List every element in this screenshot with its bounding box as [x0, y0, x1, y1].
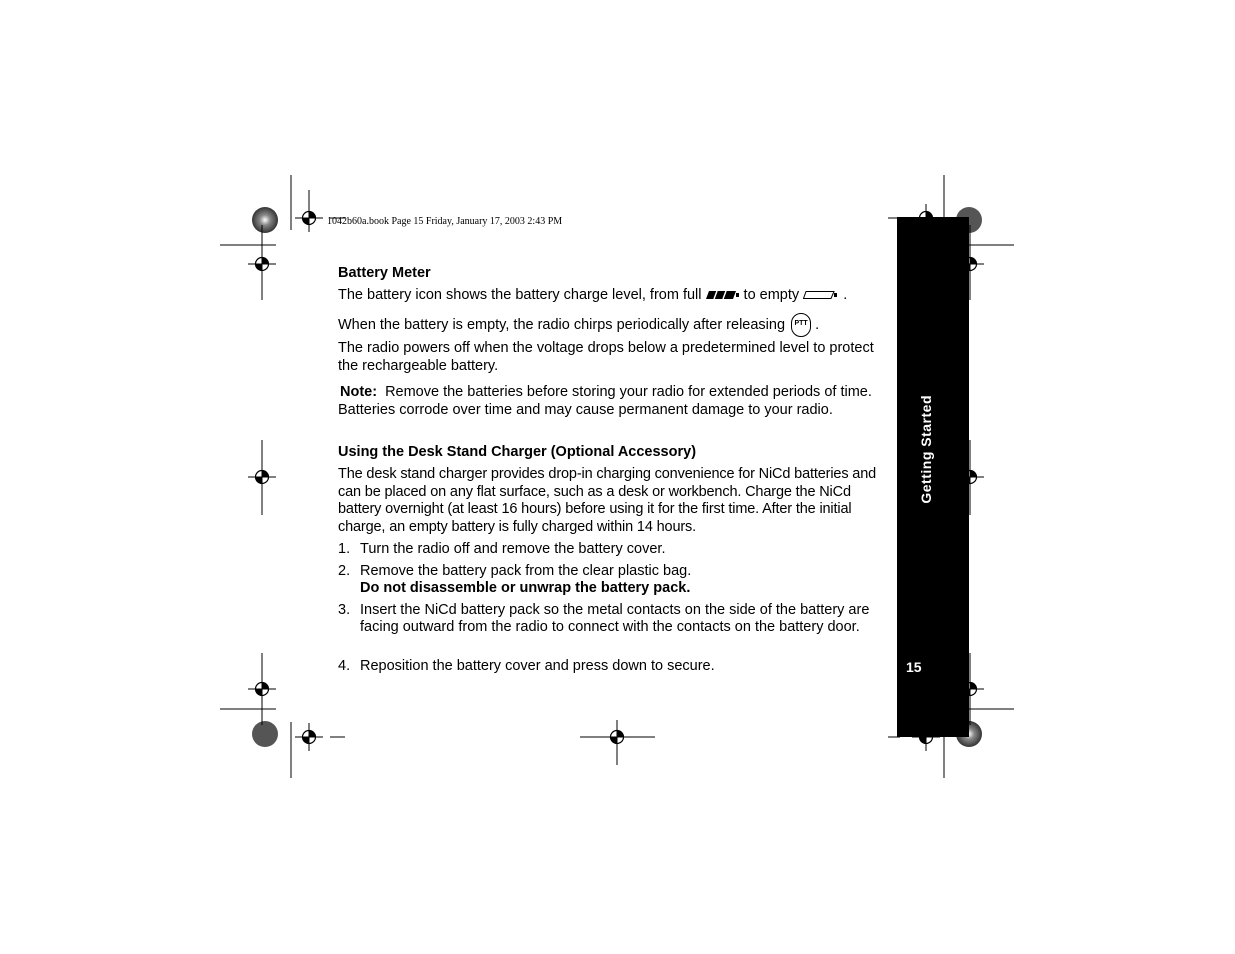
period: .	[815, 316, 820, 333]
step-text: Insert the NiCd battery pack so the metal contacts on the side of the battery are facing outward from the radio to connect with the contacts on the battery door.	[360, 602, 870, 635]
battery-full-icon	[706, 290, 740, 300]
step-number: 4.	[338, 658, 351, 674]
registration-mark	[295, 204, 323, 232]
empty-battery-line	[338, 313, 890, 337]
power-off-paragraph: The radio powers off when the voltage drops below a predetermined level to protect the rechargeable battery.	[338, 340, 874, 374]
step-number: 3.	[338, 602, 351, 618]
step-number: 2.	[338, 563, 351, 579]
battery-meter-heading: Battery Meter	[338, 265, 431, 281]
note-text: Remove the batteries before storing your radio for extended periods of time. Batteries corrode over time and may cause permanent damage to your radio.	[338, 384, 872, 418]
note-paragraph	[338, 384, 890, 419]
period: .	[843, 287, 848, 303]
print-file-info: 1042b60a.book Page 15 Friday, January 17, 2003 2:43 PM	[327, 216, 563, 227]
starburst-mark	[252, 721, 278, 747]
step-number: 1.	[338, 541, 351, 557]
ptt-button-icon	[791, 313, 811, 337]
empty-battery-text: When the battery is empty, the radio chirps periodically after releasing	[338, 316, 786, 333]
step-text: Turn the radio off and remove the battery cover.	[360, 541, 666, 557]
to-empty-text: to empty	[743, 287, 800, 303]
battery-level-text: The battery icon shows the battery charge level, from full	[338, 287, 702, 303]
desk-charger-heading: Using the Desk Stand Charger (Optional Accessory)	[338, 444, 697, 460]
battery-empty-icon	[803, 290, 839, 300]
step-warning: Do not disassemble or unwrap the battery pack.	[360, 580, 691, 596]
page-number: 15	[906, 659, 922, 675]
desk-charger-intro: The desk stand charger provides drop-in charging convenience for NiCd batteries and can be placed on any flat surface, such as a desk or workbench. Charge the NiCd battery overnight (at least 16 hours) before using it for the first time. After the initial charge, an empty battery is fully charged within 14 hours.	[338, 466, 877, 535]
section-title: Getting Started	[918, 395, 934, 504]
step-text: Reposition the battery cover and press down to secure.	[360, 658, 715, 674]
starburst-mark	[252, 207, 278, 233]
battery-level-line	[338, 287, 890, 305]
ptt-label: PTT	[794, 320, 808, 327]
registration-mark	[295, 723, 323, 751]
step-text: Remove the battery pack from the clear plastic bag.	[360, 563, 692, 579]
note-label: Note:	[340, 384, 378, 400]
